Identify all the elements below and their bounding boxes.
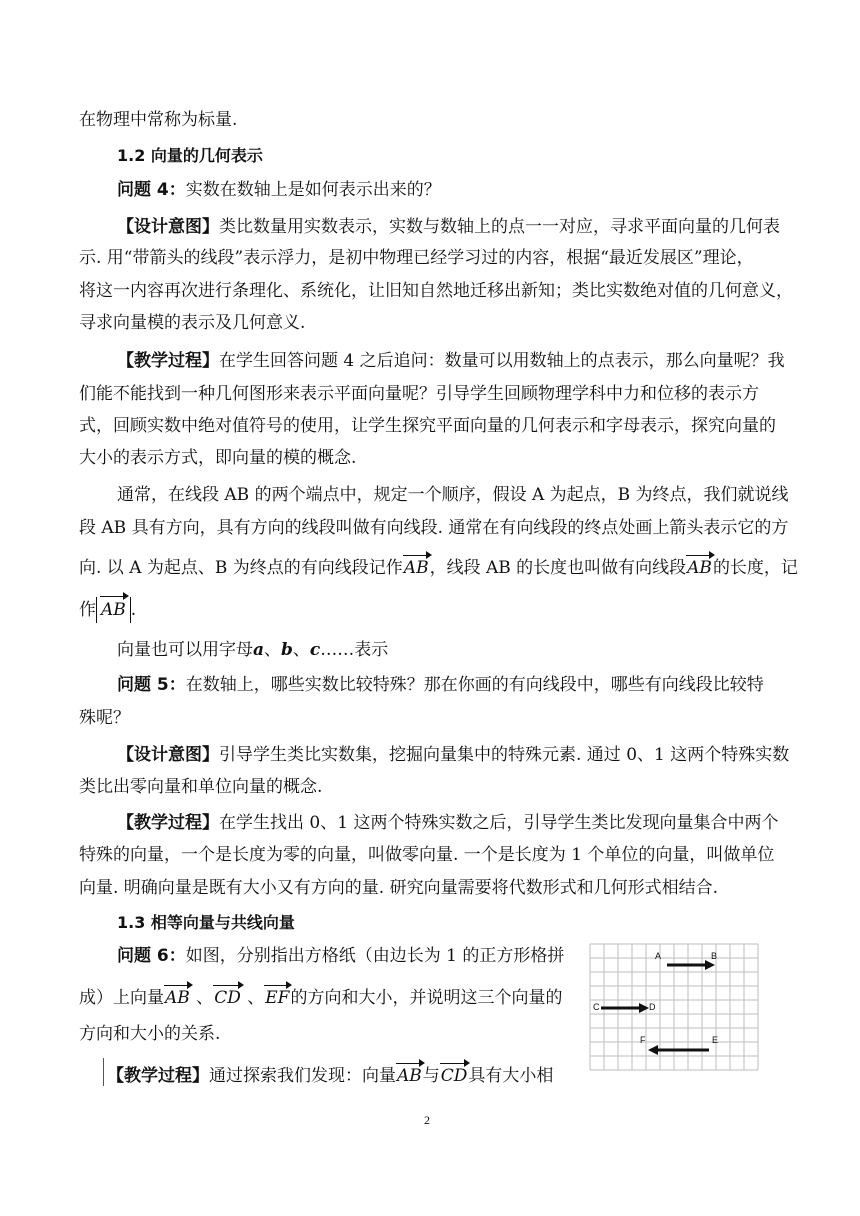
grid-figure [587,941,765,1077]
text-line: 作 AB . [79,597,136,623]
text-line: 向量也可以用字母a、b、c……表示 [117,640,389,660]
teaching-process-1: 【教学过程】在学生回答问题 4 之后追问：数量可以用数轴上的点表示，那么向量呢？我 [117,351,785,371]
text-line: 段 AB 具有方向，具有方向的线段叫做有向线段. 通常在有向线段的终点处画上箭头表示它的方 [79,518,789,538]
teaching-process-3: 【教学过程】通过探索我们发现：向量AB与CD具有大小相 [107,1066,554,1086]
label-D: D [649,1002,656,1012]
text-line: 将这一内容再次进行条理化、系统化，让旧知自然地迁移出新知；类比实数绝对值的几何意义， [79,281,793,301]
teaching-process-2: 【教学过程】在学生找出 0、1 这两个特殊实数之后，引导学生类比发现向量集合中两个 [117,813,779,833]
section-heading-1-2: 1.2 向量的几何表示 [117,146,263,165]
section-heading-1-3: 1.3 相等向量与共线向量 [117,913,295,932]
question-6: 问题 6：如图，分别指出方格纸（由边长为 1 的正方形格拼 [117,946,565,966]
text-line: 寻求向量模的表示及几何意义. [79,313,306,333]
page-number: 2 [424,1113,430,1127]
margin-marker [103,1058,104,1086]
vector-AB: AB [100,597,127,623]
text-line: 向. 以 A 为起点、B 为终点的有向线段记作AB，线段 AB 的长度也叫做有向线段AB的长度，记 [79,558,798,578]
text-line: 大小的表示方式，即向量的模的概念. [79,448,357,468]
vector-CD: CD [214,988,241,1008]
text-line: 成）上向量AB 、CD 、EF的方向和大小，并说明这三个向量的 [79,988,563,1008]
label-E: E [712,1035,719,1045]
label-B: B [711,951,718,961]
vector-CD: CD [440,1066,468,1086]
text-line: 通常，在线段 AB 的两个端点中，规定一个顺序，假设 A 为起点，B 为终点，我们就说线 [117,485,789,505]
text-line: 类比出零向量和单位向量的概念. [79,777,323,797]
label-C: C [593,1002,600,1012]
text-line: 殊呢？ [79,708,130,728]
label-A: A [655,951,662,961]
vector-AB: AB [687,558,712,578]
vector-AB: AB [165,988,190,1008]
question-5: 问题 5：在数轴上，哪些实数比较特殊？那在你画的有向线段中，哪些有向线段比较特 [117,675,764,695]
text-line: 们能不能找到一种几何图形来表示平面向量呢？引导学生回顾物理学科中力和位移的表示方 [79,384,759,404]
design-intent-1: 【设计意图】类比数量用实数表示，实数与数轴上的点一一对应，寻求平面向量的几何表 [117,217,780,237]
design-intent-2: 【设计意图】引导学生类比实数集，挖掘向量集中的特殊元素. 通过 0、1 这两个特殊实数 [117,745,790,765]
vector-magnitude [96,597,131,623]
vector-EF: EF [265,988,290,1008]
text-line: 方向和大小的关系. [79,1024,221,1044]
text-line: 在物理中常称为标量. [79,110,238,130]
vector-AB: AB [403,558,429,578]
text-line: 特殊的向量，一个是长度为零的向量，叫做零向量. 一个是长度为 1 个单位的向量，叫做单位 [79,845,775,865]
vector-EF-arrow [648,1045,709,1055]
label-F: F [640,1035,646,1045]
question-4: 问题 4：实数在数轴上是如何表示出来的？ [117,180,441,200]
vector-CD-arrow [601,1003,649,1013]
vector-AB: AB [397,1066,422,1086]
text-line: 式，回顾实数中绝对值符号的使用，让学生探究平面向量的几何表示和字母表示，探究向量的 [79,416,776,436]
text-line: 向量. 明确向量是既有大小又有方向的量. 研究向量需要将代数形式和几何形式相结合. [79,878,719,898]
text-line: 示. 用“带箭头的线段”表示浮力，是初中物理已经学习过的内容，根据“最近发展区”理论， [79,248,754,268]
